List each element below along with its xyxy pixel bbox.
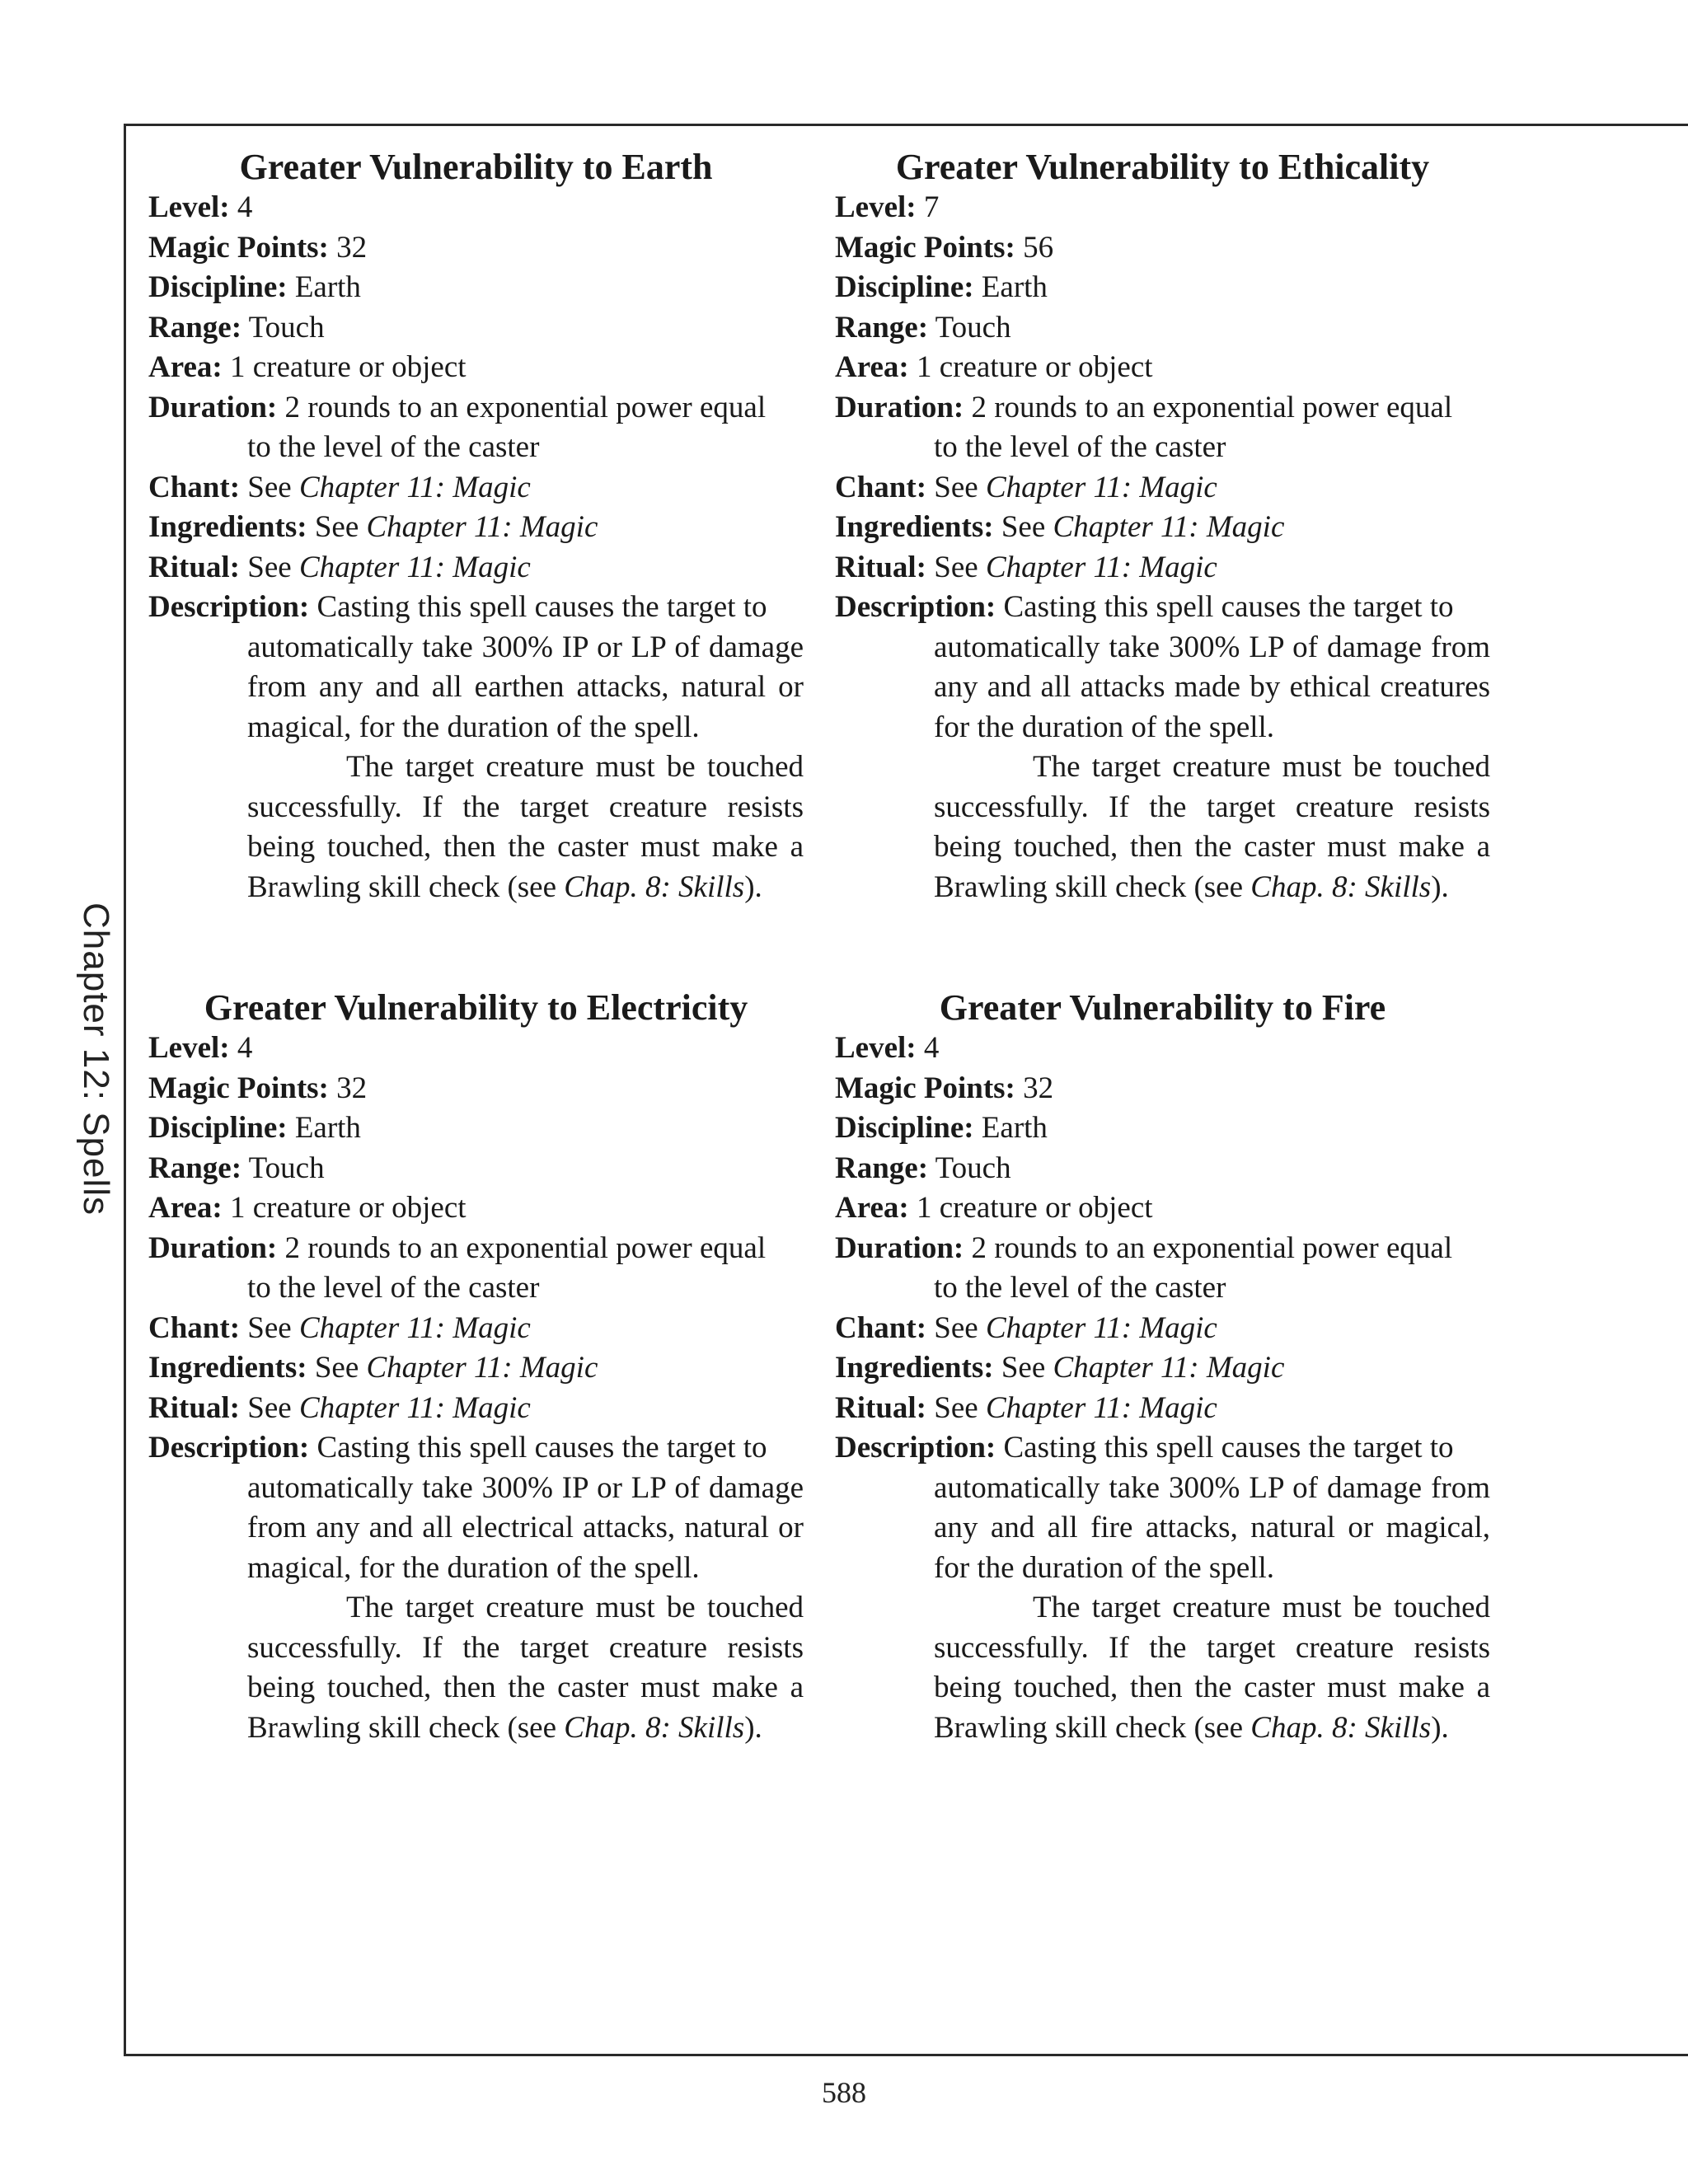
magic-points-label: Magic Points: [148,230,329,265]
spell-range [835,1149,1490,1189]
ingredients-reference: Chapter 11: Magic [1053,510,1285,544]
spell-title: Greater Vulnerability to Electricity [204,987,748,1028]
ritual-label: Ritual: [148,550,240,584]
magic-points-label: Magic Points: [835,1071,1015,1105]
magic-points-value: 56 [1023,230,1054,265]
ingredients-reference: Chapter 11: Magic [366,510,598,544]
spell-ingredients [148,1348,804,1389]
page-number: 588 [822,2076,866,2109]
spell-magic-points [835,228,1490,269]
chant-label: Chant: [148,470,241,504]
range-label: Range: [148,1151,242,1185]
spell-area [148,348,804,388]
description-label: Description: [835,590,996,624]
ingredients-prefix: See [1001,1351,1046,1385]
spell-magic-points [835,1069,1490,1109]
duration-label: Duration: [148,1230,278,1265]
ingredients-reference: Chapter 11: Magic [366,1351,598,1385]
spell-ritual [148,548,804,588]
chant-label: Chant: [835,470,927,504]
level-value: 4 [237,190,253,224]
area-value: 1 creature or object [229,1191,467,1225]
ingredients-prefix: See [1001,510,1046,544]
spell-discipline [835,268,1490,308]
spell-discipline [148,268,804,308]
area-value: 1 creature or object [229,350,467,384]
spell-area [835,1188,1490,1229]
chapter-side-label: Chapter 12: Spells [76,902,116,1216]
spell-duration-cont: to the level of the caster [247,430,540,464]
skills-reference: Chap. 8: Skills [564,1710,745,1745]
spell-ingredients [148,508,804,548]
chant-reference: Chapter 11: Magic [985,470,1217,504]
range-value: Touch [248,1151,325,1185]
chant-reference: Chapter 11: Magic [298,470,531,504]
spell-duration [148,1229,804,1269]
level-label: Level: [148,190,230,224]
spell-chant [835,1309,1490,1349]
description-lead: Casting this spell causes the target to [316,590,767,624]
description-label: Description: [835,1431,996,1465]
spell-chant [148,468,804,509]
chant-prefix: See [247,470,292,504]
spell-duration [835,1229,1490,1269]
area-value: 1 creature or object [916,1191,1153,1225]
description-body: automatically take 300% IP or LP of damage from any and all earthen attacks, natural or magical, for the duration of the spell. [247,630,804,744]
range-label: Range: [835,1151,929,1185]
ritual-label: Ritual: [835,550,926,584]
area-label: Area: [835,350,909,384]
description-label: Description: [148,1431,310,1465]
spell-level [148,1029,804,1069]
ingredients-prefix: See [314,1351,359,1385]
ritual-prefix: See [247,1390,292,1425]
ritual-prefix: See [934,550,978,584]
ritual-reference: Chapter 11: Magic [298,550,531,584]
discipline-label: Discipline: [835,270,974,304]
range-label: Range: [835,310,929,344]
spell-chant [148,1309,804,1349]
spell-entry [148,986,804,1748]
discipline-label: Discipline: [148,270,288,304]
spell-level [148,188,804,228]
ingredients-label: Ingredients: [148,510,307,544]
ritual-prefix: See [934,1390,978,1425]
discipline-label: Discipline: [148,1111,288,1145]
ritual-reference: Chapter 11: Magic [985,550,1217,584]
magic-points-value: 32 [336,230,368,265]
range-value: Touch [248,310,325,344]
paragraph-2-text: The target creature must be touched successfully. If the target creature resists being touched, then the caster must make a Brawling skill check (see [934,750,1490,904]
area-value: 1 creature or object [916,350,1153,384]
description-paragraph-2 [247,748,804,907]
spell-description [835,588,1490,628]
ingredients-reference: Chapter 11: Magic [1053,1351,1285,1385]
duration-label: Duration: [148,390,278,424]
discipline-label: Discipline: [835,1111,974,1145]
range-value: Touch [935,310,1011,344]
spell-level [835,1029,1490,1069]
discipline-value: Earth [294,270,361,304]
discipline-value: Earth [981,1111,1048,1145]
level-value: 4 [237,1031,253,1065]
spell-entry [835,986,1490,1748]
magic-points-label: Magic Points: [835,230,1015,265]
duration-label: Duration: [835,390,964,424]
ingredients-label: Ingredients: [835,510,994,544]
ritual-reference: Chapter 11: Magic [298,1390,531,1425]
spell-magic-points [148,1069,804,1109]
paragraph-2-end: ). [1431,1710,1449,1745]
spell-title: Greater Vulnerability to Earth [239,147,713,187]
ritual-reference: Chapter 11: Magic [985,1390,1217,1425]
description-paragraph-2 [247,1588,804,1748]
description-lead: Casting this spell causes the target to [316,1431,767,1465]
spell-duration-cont: to the level of the caster [247,1271,540,1305]
ingredients-prefix: See [314,510,359,544]
paragraph-2-text: The target creature must be touched successfully. If the target creature resists being touched, then the caster must make a Brawling skill check (see [247,1591,804,1745]
spell-magic-points [148,228,804,269]
spell-duration [148,388,804,429]
paragraph-2-text: The target creature must be touched successfully. If the target creature resists being touched, then the caster must make a Brawling skill check (see [247,750,804,904]
spell-description [835,1428,1490,1469]
spell-area [148,1188,804,1229]
discipline-value: Earth [294,1111,361,1145]
spell-ingredients [835,1348,1490,1389]
area-label: Area: [148,1191,223,1225]
spell-discipline [148,1108,804,1149]
spell-title: Greater Vulnerability to Fire [939,987,1386,1028]
chant-reference: Chapter 11: Magic [985,1310,1217,1345]
ritual-prefix: See [247,550,292,584]
level-label: Level: [148,1031,230,1065]
magic-points-value: 32 [1023,1071,1054,1105]
spell-ritual [835,548,1490,588]
skills-reference: Chap. 8: Skills [1250,1710,1432,1745]
ingredients-label: Ingredients: [148,1351,307,1385]
chant-prefix: See [934,470,978,504]
area-label: Area: [835,1191,909,1225]
spell-duration-cont: to the level of the caster [934,1271,1226,1305]
spell-entry [835,145,1490,907]
description-lead: Casting this spell causes the target to [1003,590,1454,624]
spell-title: Greater Vulnerability to Ethicality [895,147,1430,187]
magic-points-label: Magic Points: [148,1071,329,1105]
duration-value: 2 rounds to an exponential power equal [971,390,1453,424]
ingredients-label: Ingredients: [835,1351,994,1385]
level-value: 7 [923,190,940,224]
discipline-value: Earth [981,270,1048,304]
spell-description [148,1428,804,1469]
spell-ritual [148,1389,804,1429]
duration-value: 2 rounds to an exponential power equal [284,390,767,424]
ritual-label: Ritual: [148,1390,240,1425]
spell-ritual [835,1389,1490,1429]
ritual-label: Ritual: [835,1390,926,1425]
skills-reference: Chap. 8: Skills [564,869,745,904]
description-label: Description: [148,590,310,624]
spell-chant [835,468,1490,509]
spell-duration [835,388,1490,429]
range-label: Range: [148,310,242,344]
chant-reference: Chapter 11: Magic [298,1310,531,1345]
description-paragraph-2 [934,748,1490,907]
description-paragraph-2 [934,1588,1490,1748]
duration-value: 2 rounds to an exponential power equal [284,1230,767,1265]
description-body: automatically take 300% LP of damage from any and all attacks made by ethical creatures for the duration of the spell. [934,630,1490,744]
description-body: automatically take 300% IP or LP of damage from any and all electrical attacks, natural or magical, for the duration of the spell. [247,1470,804,1585]
spell-description [148,588,804,628]
spell-area [835,348,1490,388]
level-label: Level: [835,1031,917,1065]
level-label: Level: [835,190,917,224]
spell-ingredients [835,508,1490,548]
description-lead: Casting this spell causes the target to [1003,1431,1454,1465]
range-value: Touch [935,1151,1011,1185]
chant-prefix: See [934,1310,978,1345]
paragraph-2-text: The target creature must be touched successfully. If the target creature resists being touched, then the caster must make a Brawling skill check (see [934,1591,1490,1745]
spell-level [835,188,1490,228]
spell-duration-cont: to the level of the caster [934,430,1226,464]
chant-label: Chant: [148,1310,241,1345]
chant-label: Chant: [835,1310,927,1345]
duration-label: Duration: [835,1230,964,1265]
description-body: automatically take 300% LP of damage from any and all fire attacks, natural or magical, for the duration of the spell. [934,1470,1490,1585]
duration-value: 2 rounds to an exponential power equal [971,1230,1453,1265]
skills-reference: Chap. 8: Skills [1250,869,1432,904]
paragraph-2-end: ). [744,1710,762,1745]
spell-discipline [835,1108,1490,1149]
spell-range [835,308,1490,349]
magic-points-value: 32 [336,1071,368,1105]
chant-prefix: See [247,1310,292,1345]
paragraph-2-end: ). [1431,869,1449,904]
spell-range [148,308,804,349]
area-label: Area: [148,350,223,384]
paragraph-2-end: ). [744,869,762,904]
level-value: 4 [923,1031,940,1065]
spell-range [148,1149,804,1189]
spell-entry [148,145,804,907]
